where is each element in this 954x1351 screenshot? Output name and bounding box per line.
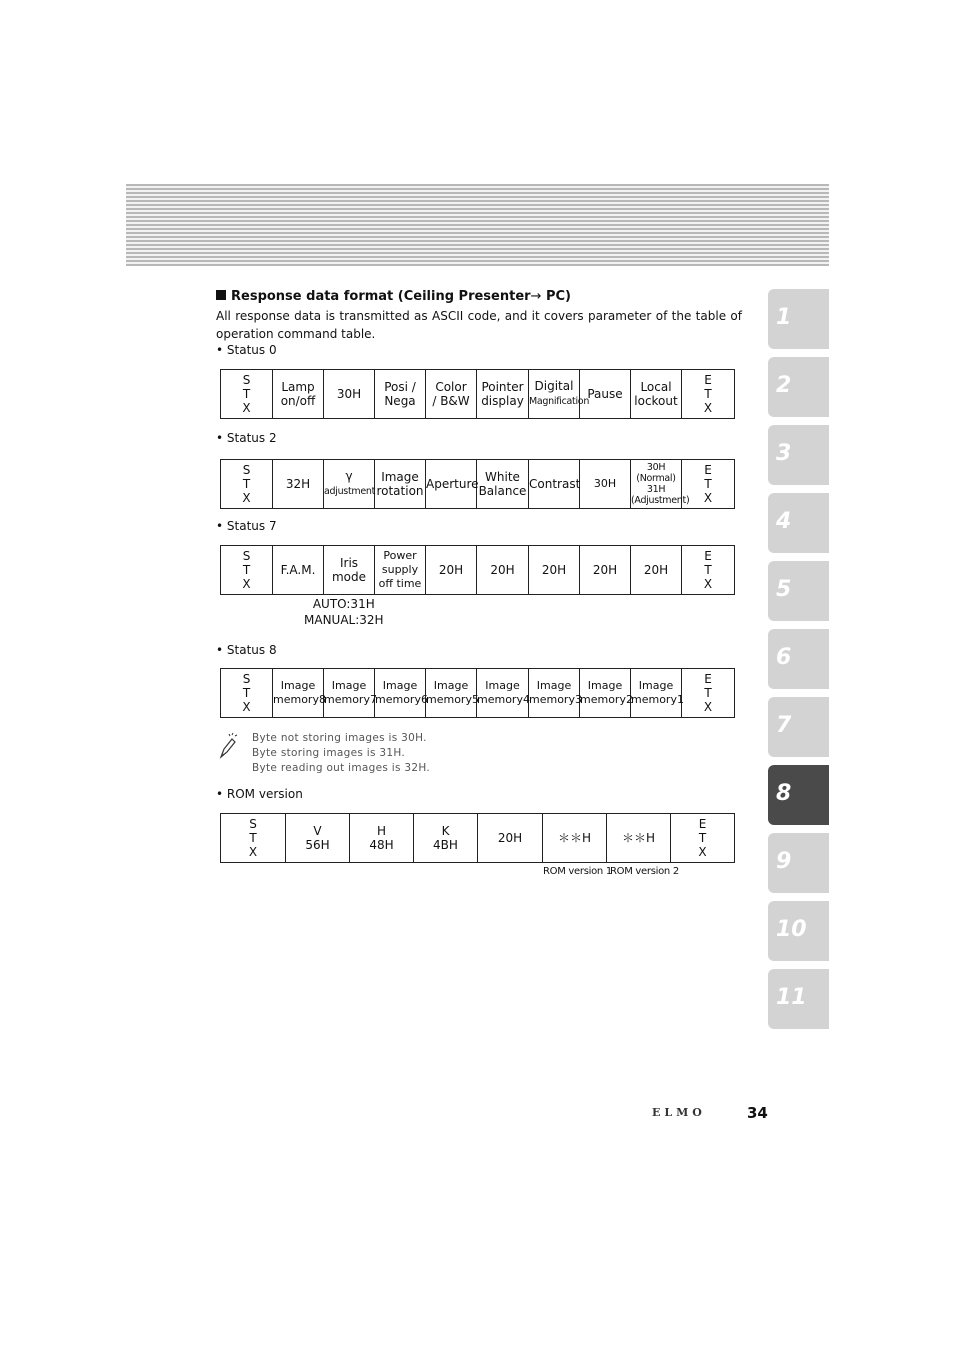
image-memory4-cell: Image memory4 — [477, 669, 529, 718]
elmo-logo: ELMO — [652, 1106, 706, 1119]
bullet-square-icon — [216, 290, 226, 300]
intro-paragraph: All response data is transmitted as ASCII code, and it covers parameter of the table of operation command table. — [216, 309, 742, 341]
status7-20h-cell: 20H — [529, 546, 580, 595]
stx-cell: S T X — [221, 370, 273, 419]
image-memory3-cell: Image memory3 — [529, 669, 580, 718]
chapter-tab-2[interactable]: 2 — [768, 357, 829, 417]
pencil-note-icon — [218, 733, 238, 759]
chapter-tab-1[interactable]: 1 — [768, 289, 829, 349]
status8-table — [220, 668, 735, 718]
color-bw-cell: Color / B&W — [426, 370, 477, 419]
etx-cell: E T X — [682, 669, 735, 718]
status2-code-cell: 32H — [273, 460, 324, 509]
normal-adjustment-cell: 30H (Normal) 31H (Adjustment) — [631, 460, 682, 509]
status7-20h-cell: 20H — [580, 546, 631, 595]
etx-cell: E T X — [671, 814, 735, 863]
status7-label: • Status 7 — [216, 519, 277, 533]
posi-nega-cell: Posi / Nega — [375, 370, 426, 419]
power-supply-off-time-cell: Power supply off time — [375, 546, 426, 595]
chapter-tab-4[interactable]: 4 — [768, 493, 829, 553]
contrast-cell: Contrast — [529, 460, 580, 509]
white-balance-cell: White Balance — [477, 460, 529, 509]
image-rotation-cell: Image rotation — [375, 460, 426, 509]
stx-cell: S T X — [221, 669, 273, 718]
image-memory1-cell: Image memory1 — [631, 669, 682, 718]
rom-v-cell: V 56H — [286, 814, 350, 863]
etx-cell: E T X — [682, 546, 735, 595]
status7-20h-cell: 20H — [631, 546, 682, 595]
image-memory8-cell: Image memory8 — [273, 669, 324, 718]
lamp-cell: Lamp on/off — [273, 370, 324, 419]
stx-cell: S T X — [221, 546, 273, 595]
chapter-tab-3[interactable]: 3 — [768, 425, 829, 485]
digital-magnification-cell: Digital Magnification — [529, 370, 580, 419]
etx-cell: E T X — [682, 370, 735, 419]
image-memory7-cell: Image memory7 — [324, 669, 375, 718]
status8-label: • Status 8 — [216, 643, 277, 657]
rom-version2-note: ROM version 2 — [610, 866, 679, 877]
header-stripe-band — [126, 184, 829, 266]
rom-20h-cell: 20H — [478, 814, 543, 863]
status0-code-cell: 30H — [324, 370, 375, 419]
chapter-tab-7[interactable]: 7 — [768, 697, 829, 757]
status2-table — [220, 459, 735, 509]
local-lockout-cell: Local lockout — [631, 370, 682, 419]
page-number: 34 — [747, 1104, 768, 1122]
byte-note: Byte not storing images is 30H. Byte storing images is 31H. Byte reading out images is 32H. — [252, 732, 431, 774]
pointer-display-cell: Pointer display — [477, 370, 529, 419]
rom-version-label: • ROM version — [216, 787, 303, 801]
gamma-adjustment-cell: γ adjustment — [324, 460, 375, 509]
image-memory5-cell: Image memory5 — [426, 669, 477, 718]
status2-30h-cell: 30H — [580, 460, 631, 509]
rom-version2-cell: ＊＊H — [607, 814, 671, 863]
section-heading: Response data format (Ceiling Presenter→ PC) — [216, 289, 571, 304]
chapter-tab-9[interactable]: 9 — [768, 833, 829, 893]
status7-20h-cell: 20H — [426, 546, 477, 595]
rom-version-table — [220, 813, 735, 863]
image-memory6-cell: Image memory6 — [375, 669, 426, 718]
iris-mode-cell: Iris mode — [324, 546, 375, 595]
etx-cell: E T X — [682, 460, 735, 509]
chapter-tab-10[interactable]: 10 — [768, 901, 829, 961]
stx-cell: S T X — [221, 460, 273, 509]
status0-table — [220, 369, 735, 419]
status0-label: • Status 0 — [216, 343, 277, 357]
iris-mode-note: AUTO:31H MANUAL:32H — [304, 597, 384, 627]
pause-cell: Pause — [580, 370, 631, 419]
rom-version1-note: ROM version 1 — [543, 866, 612, 877]
rom-k-cell: K 4BH — [414, 814, 478, 863]
rom-version1-cell: ＊＊H — [543, 814, 607, 863]
aperture-cell: Aperture — [426, 460, 477, 509]
status7-table — [220, 545, 735, 595]
chapter-tab-8-active[interactable]: 8 — [768, 765, 829, 825]
status2-label: • Status 2 — [216, 431, 277, 445]
chapter-tab-6[interactable]: 6 — [768, 629, 829, 689]
image-memory2-cell: Image memory2 — [580, 669, 631, 718]
fam-cell: F.A.M. — [273, 546, 324, 595]
status7-20h-cell: 20H — [477, 546, 529, 595]
chapter-tab-5[interactable]: 5 — [768, 561, 829, 621]
stx-cell: S T X — [221, 814, 286, 863]
chapter-tab-11[interactable]: 11 — [768, 969, 829, 1029]
rom-h-cell: H 48H — [350, 814, 414, 863]
